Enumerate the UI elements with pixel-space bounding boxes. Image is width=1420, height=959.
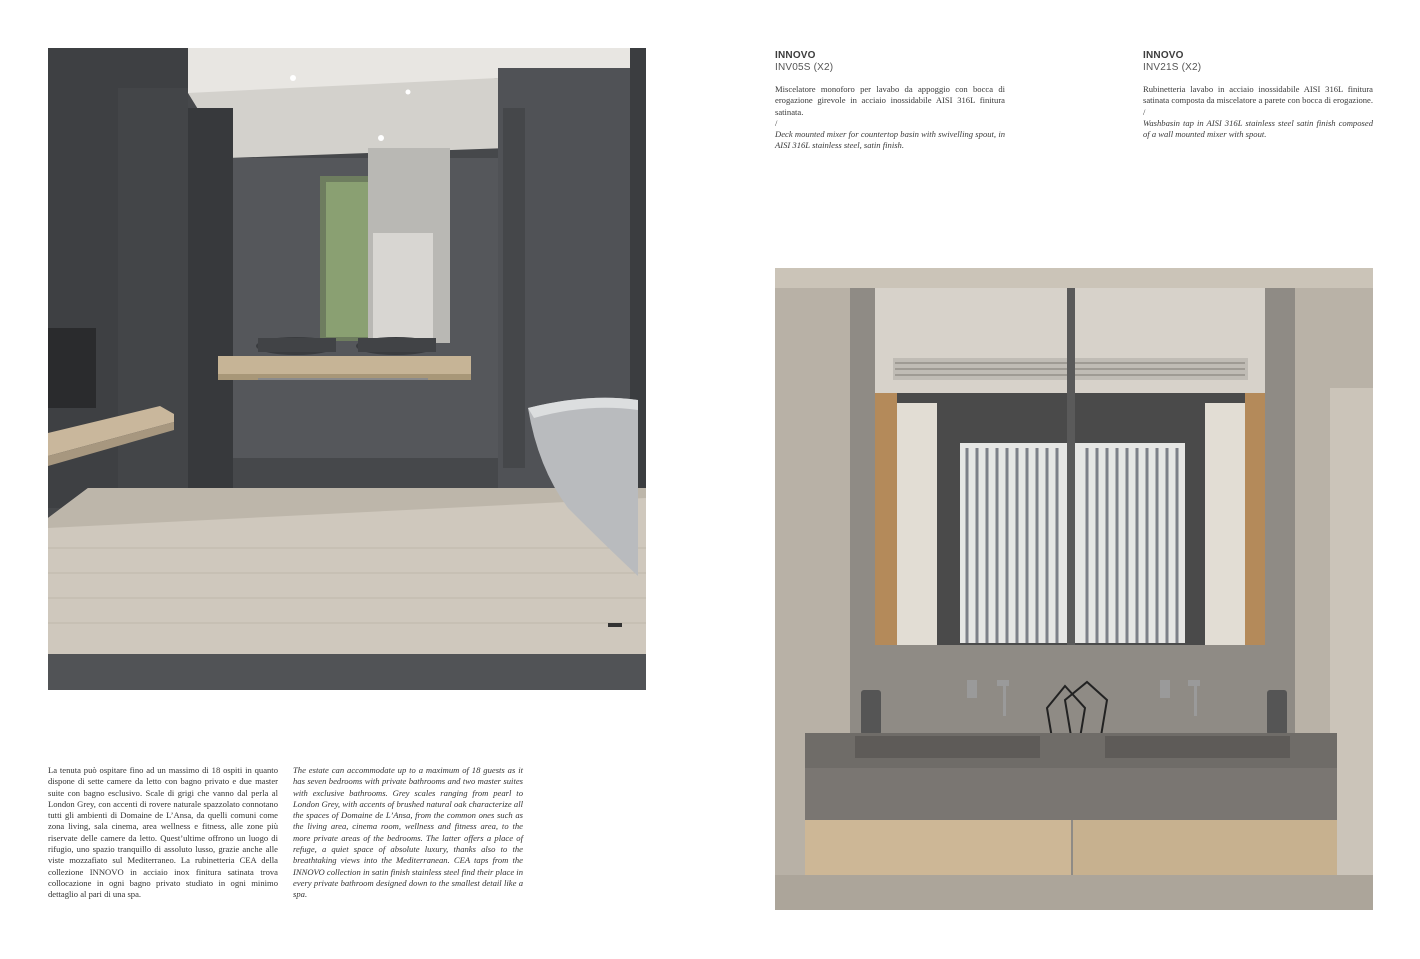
product-description-italian: Rubinetteria lavabo in acciaio inossidabile AISI 316L finitura satinata composta da miscelatore a parete con bocca di erogazione. bbox=[1143, 84, 1374, 106]
product-info-inv21s bbox=[1143, 50, 1373, 140]
body-text-italian: La tenuta può ospitare fino ad un massimo di 18 ospiti in quanto dispone di sette camere da letto con bagno privato e due master suite con bagno esclusivo. Scale di grigi che vanno dal perla al London Grey, con accenti di rovere naturale spazzolato connotano tutti gli ambienti di Domaine de L’Ansa, da quelli comuni come zona living, sala cinema, area wellness e fitness, alle zone più riservate delle camere da letto. Quest’ultime offrono un luogo di rifugio, uno spazio tranquillo di assoluto lusso, grazie anche alle viste mozzafiato sul Mediterraneo. La rubinetteria CEA della collezione INNOVO in acciaio inox finitura satinata trova collocazione in ogni bagno privato studiato in ogni minimo dettaglio al pari di una spa. bbox=[48, 765, 278, 900]
product-brand: INNOVO bbox=[775, 50, 816, 61]
product-code: INV21S (X2) bbox=[1143, 62, 1202, 73]
body-text-english: The estate can accommodate up to a maximum of 18 guests as it has seven bedrooms with private bathrooms and two master suites with exclusive bathrooms. Grey scales ranging from pearl to London Grey, with accents of brushed natural oak characterize all the spaces of Domaine de L’Ansa, from the common ones such as the living area, cinema room, wellness and fitness area, to the more private areas of the bedrooms. The latter offers a place of refuge, a quiet space of absolute luxury, thanks also to the breathtaking views into the Mediterranean. CEA taps from the INNOVO collection in satin finish stainless steel find their place in every private bathroom designed down to the smallest detail like a spa. bbox=[293, 765, 523, 900]
language-separator: / bbox=[775, 117, 778, 128]
language-separator: / bbox=[1143, 106, 1146, 117]
bathroom-photo-left bbox=[48, 48, 646, 690]
product-brand: INNOVO bbox=[1143, 50, 1184, 61]
product-description-english: Washbasin tap in AISI 316L stainless steel satin finish composed of a wall mounted mixer with spout. bbox=[1143, 117, 1373, 140]
product-info-inv05s bbox=[775, 50, 1005, 152]
bathroom-photo-right bbox=[775, 268, 1373, 910]
product-code: INV05S (X2) bbox=[775, 62, 834, 73]
product-description-italian: Miscelatore monoforo per lavabo da appoggio con bocca di erogazione girevole in acciaio inossidabile AISI 316L finitura satinata. bbox=[775, 84, 1005, 117]
product-description-english: Deck mounted mixer for countertop basin with swivelling spout, in AISI 316L stainless steel, satin finish. bbox=[775, 129, 1005, 151]
